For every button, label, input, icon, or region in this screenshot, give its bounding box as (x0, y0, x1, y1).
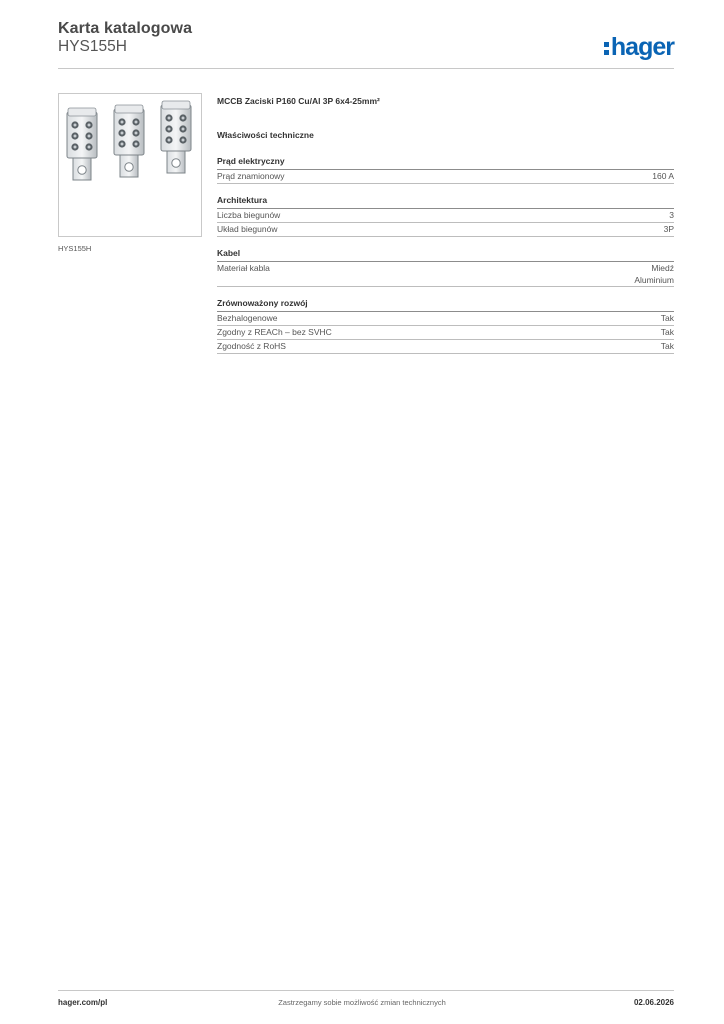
group-title: Kabel (217, 248, 674, 262)
group-title: Prąd elektryczny (217, 156, 674, 170)
spec-key: Materiał kabla (217, 263, 270, 273)
spec-group-electric-current (217, 156, 674, 184)
product-code-title: HYS155H (58, 38, 127, 55)
spec-group-sustainability (217, 298, 674, 354)
spec-group-cable (217, 248, 674, 287)
spec-value: 3P (663, 224, 674, 234)
terminal-blocks-illustration (59, 94, 201, 236)
footer-divider (58, 990, 674, 991)
spec-value: Tak (660, 341, 674, 351)
spec-row (217, 170, 674, 184)
spec-value: 3 (669, 210, 674, 220)
footer-disclaimer: Zastrzegamy sobie możliwość zmian technicznych (278, 998, 446, 1007)
group-title: Zrównoważony rozwój (217, 298, 674, 312)
document-title: Karta katalogowa (58, 20, 193, 37)
logo-text: hager (610, 33, 674, 61)
section-heading: Właściwości techniczne (217, 130, 314, 140)
spec-row (217, 223, 674, 237)
footer-date: 02.06.2026 (633, 998, 674, 1007)
spec-value-list (634, 262, 674, 286)
spec-key: Bezhalogenowe (217, 313, 278, 323)
header-divider (58, 68, 674, 69)
spec-row (217, 326, 674, 340)
spec-value: 160 A (652, 171, 674, 181)
spec-row (217, 312, 674, 326)
spec-key: Układ biegunów (217, 224, 278, 234)
spec-value: Tak (660, 327, 674, 337)
spec-value: Miedź (651, 263, 674, 273)
spec-key: Liczba biegunów (217, 210, 281, 220)
spec-key: Prąd znamionowy (217, 171, 285, 181)
spec-row (217, 340, 674, 354)
spec-group-architecture (217, 195, 674, 237)
logo-dots-icon (604, 42, 609, 55)
spec-value: Aluminium (634, 275, 674, 285)
footer-website: hager.com/pl (58, 998, 108, 1007)
spec-value: Tak (660, 313, 674, 323)
product-image (58, 93, 202, 237)
product-name: MCCB Zaciski P160 Cu/Al 3P 6x4-25mm² (217, 96, 380, 106)
page-header (58, 20, 674, 68)
spec-row (217, 262, 674, 287)
spec-key: Zgodność z RoHS (217, 341, 286, 351)
spec-row (217, 209, 674, 223)
hager-logo (604, 28, 674, 60)
spec-key: Zgodny z REACh – bez SVHC (217, 327, 332, 337)
image-caption: HYS155H (58, 244, 92, 253)
group-title: Architektura (217, 195, 674, 209)
